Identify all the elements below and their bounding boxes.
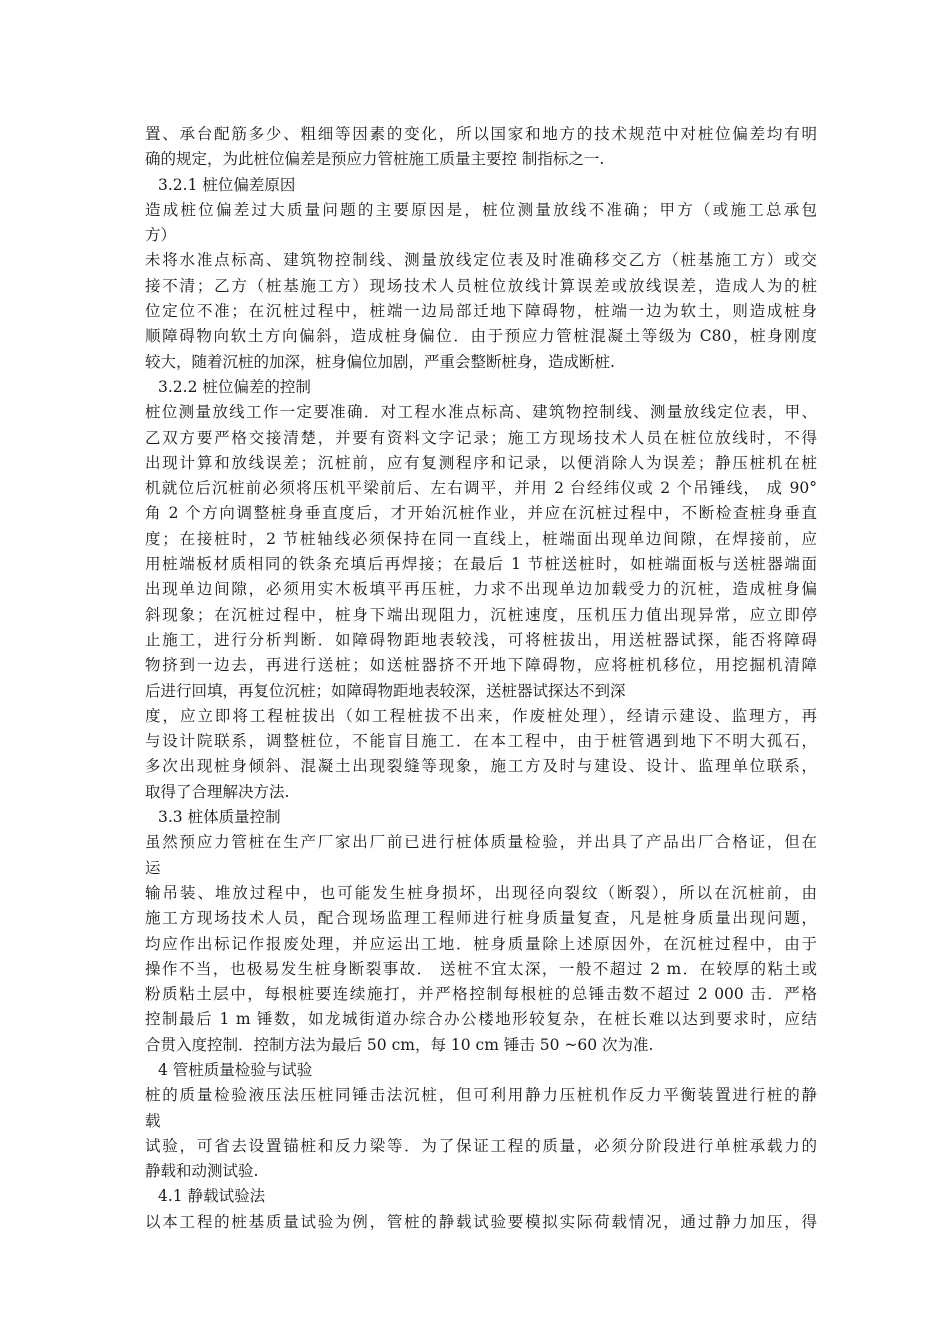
text-line: 静载和动测试验. — [145, 1162, 259, 1181]
text-line: 未将水准点标高、建筑物控制线、测量放线定位表及时准确移交乙方（桩基施工方）或交 — [145, 251, 817, 270]
section-heading: 3.2.1 桩位偏差原因 — [158, 175, 296, 194]
text-line: 乙双方要严格交接清楚，并要有资料文字记录；施工方现场技术人员在桩位放线时，不得 — [145, 428, 817, 447]
text-line: 控制最后 1 m 锤数，如龙城街道办综合办公楼地形较复杂，在桩长难以达到要求时，应结 — [145, 1010, 817, 1029]
section-heading: 4.1 静载试验法 — [158, 1187, 266, 1206]
text-line: 操作不当，也极易发生桩身断裂事故． 送桩不宜太深，一般不超过 2 m．在较厚的粘土或 — [145, 959, 817, 978]
text-line: 桩的质量检验液压法压桩同锤击法沉桩，但可利用静力压桩机作反力平衡装置进行桩的静 — [145, 1086, 817, 1105]
text-line: 与设计院联系，调整桩位，不能盲目施工．在本工程中，由于桩管遇到地下不明大孤石， — [145, 732, 817, 751]
text-line: 较大，随着沉桩的加深，桩身偏位加剧，严重会整断桩身，造成断桩. — [145, 352, 615, 371]
text-line: 载 — [145, 1111, 161, 1130]
text-line: 均应作出标记作报废处理，并应运出工地．桩身质量除上述原因外，在沉桩过程中，由于 — [145, 934, 817, 953]
text-line: 试验，可省去设置锚桩和反力梁等．为了保证工程的质量，必须分阶段进行单桩承载力的 — [145, 1136, 817, 1155]
text-line: 顺障碍物向软土方向偏斜，造成桩身偏位．由于预应力管桩混凝土等级为 C80，桩身刚度 — [145, 327, 817, 346]
text-line: 机就位后沉桩前必须将压机平梁前后、左右调平，并用 2 台经纬仪或 2 个吊锤线， 成 90° — [145, 479, 817, 498]
text-line: 用桩端板材质相同的铁条充填后再焊接；在最后 1 节桩送桩时，如桩端面板与送桩器端面 — [145, 555, 817, 574]
text-line: 止施工，进行分析判断．如障碍物距地表较浅，可将桩拔出，用送桩器试探，能否将障碍 — [145, 630, 817, 649]
text-line: 施工方现场技术人员，配合现场监理工程师进行桩身质量复查，凡是桩身质量出现问题， — [145, 909, 817, 928]
text-line: 斜现象；在沉桩过程中，桩身下端出现阻力，沉桩速度，压机压力值出现异常，应立即停 — [145, 605, 817, 624]
section-heading: 4 管桩质量检验与试验 — [158, 1060, 313, 1079]
text-line: 合贯入度控制．控制方法为最后 50 cm，每 10 cm 锤击 50 ~60 次为准. — [145, 1035, 654, 1054]
text-line: 多次出现桩身倾斜、混凝土出现裂缝等现象，施工方及时与建设、设计、监理单位联系， — [145, 757, 817, 776]
text-line: 取得了合理解决方法. — [145, 782, 290, 801]
text-line: 运 — [145, 858, 161, 877]
text-line: 以本工程的桩基质量试验为例，管桩的静载试验要模拟实际荷载情况，通过静力加压，得 — [145, 1212, 817, 1231]
text-line: 方） — [145, 226, 177, 245]
text-line: 造成桩位偏差过大质量问题的主要原因是，桩位测量放线不准确；甲方（或施工总承包 — [145, 200, 817, 219]
text-line: 输吊装、堆放过程中，也可能发生桩身损坏，出现径向裂纹（断裂），所以在沉桩前，由 — [145, 883, 817, 902]
section-heading: 3.3 桩体质量控制 — [158, 808, 281, 827]
document-page — [145, 122, 817, 1235]
text-line: 虽然预应力管桩在生产厂家出厂前已进行桩体质量检验，并出具了产品出厂合格证，但在 — [145, 833, 817, 852]
text-line: 桩位测量放线工作一定要准确．对工程水准点标高、建筑物控制线、测量放线定位表，甲、 — [145, 403, 817, 422]
text-line: 度；在接桩时，2 节桩轴线必须保持在同一直线上，桩端面出现单边间隙，在焊接前，应 — [145, 529, 817, 548]
text-line: 后进行回填，再复位沉桩；如障碍物距地表较深，送桩器试探达不到深 — [145, 681, 626, 700]
text-line: 粉质粘土层中，每根桩要连续施打，并严格控制每根桩的总锤击数不超过 2 000 击．严格 — [145, 985, 817, 1004]
text-line: 物挤到一边去，再进行送桩；如送桩器挤不开地下障碍物，应将桩机移位，用挖掘机清障 — [145, 656, 817, 675]
text-line: 角 2 个方向调整桩身垂直度后，才开始沉桩作业，并应在沉桩过程中，不断检查桩身垂直 — [145, 504, 817, 523]
text-line: 出现单边间隙，必须用实木板填平再压桩，力求不出现单边加载受力的沉桩，造成桩身偏 — [145, 580, 817, 599]
text-line: 置、承台配筋多少、粗细等因素的变化，所以国家和地方的技术规范中对桩位偏差均有明 — [145, 125, 817, 143]
text-line: 接不清；乙方（桩基施工方）现场技术人员桩位放线计算误差或放线误差，造成人为的桩 — [145, 276, 817, 295]
text-line: 位定位不准；在沉桩过程中，桩端一边局部迁地下障碍物，桩端一边为软土，则造成桩身 — [145, 302, 817, 321]
text-line: 出现计算和放线误差；沉桩前，应有复测程序和记录，以便消除人为误差；静压桩机在桩 — [145, 453, 817, 472]
section-heading: 3.2.2 桩位偏差的控制 — [158, 377, 311, 396]
text-line: 确的规定，为此桩位偏差是预应力管桩施工质量主要控 制指标之一. — [145, 150, 605, 169]
text-line: 度，应立即将工程桩拔出（如工程桩拔不出来，作废桩处理），经请示建设、监理方，再 — [145, 706, 817, 725]
